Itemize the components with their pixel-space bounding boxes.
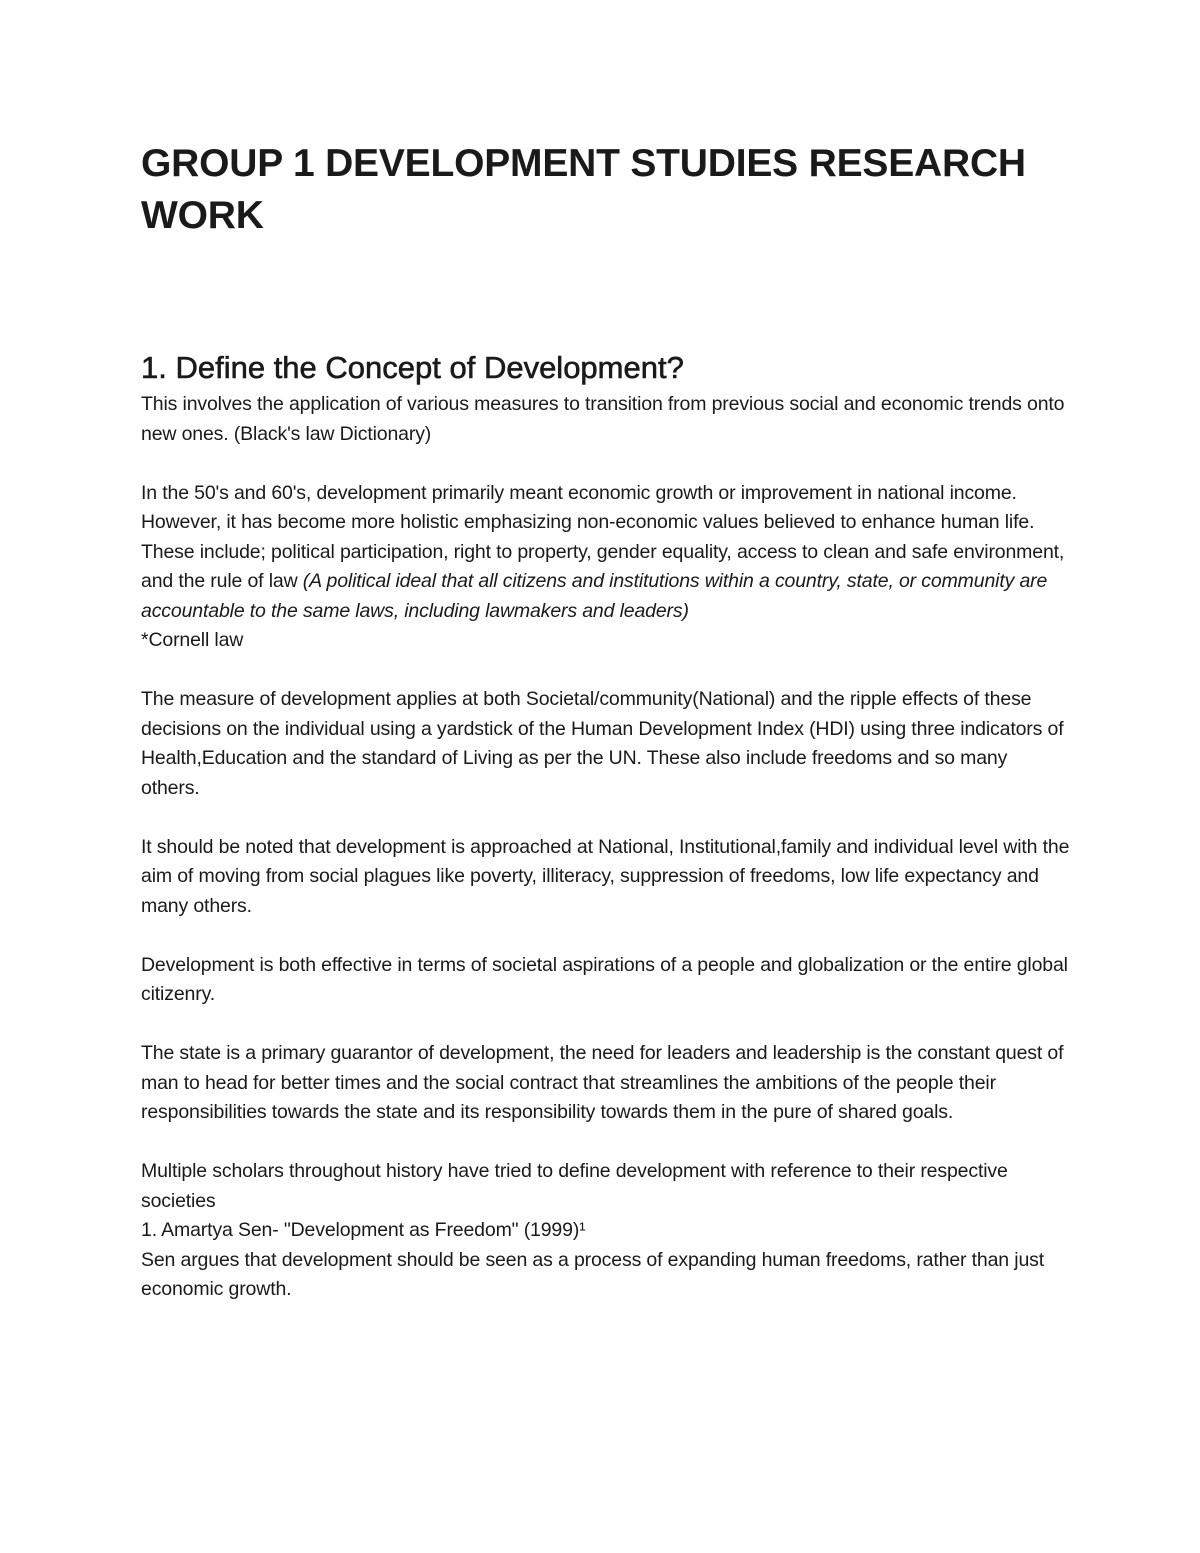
paragraph-history-text: In the 50's and 60's, development primarily meant economic growth or improvement in national income. However, it has become more holistic emphasizing non-economic values believed to enhance human life. These include; political participation, right to property, gender equality, access to clean and safe environment, and the rule of law — [141, 481, 1065, 592]
document-title: GROUP 1 DEVELOPMENT STUDIES RESEARCH WORK — [141, 142, 1026, 237]
paragraph-state: The state is a primary guarantor of development, the need for leaders and leadership is the constant quest of man to head for better times and the social contract that streamlines the ambitions of the people their responsibilities towards the state and its responsibility towards them in the pure of shared goals. — [141, 1042, 1064, 1123]
document-page — [141, 138, 1071, 1305]
paragraph-aspirations: Development is both effective in terms of societal aspirations of a people and globalization or the entire global citizenry. — [141, 953, 1068, 1005]
paragraph-history — [141, 479, 1071, 627]
rule-of-law-definition: (A political ideal that all citizens and institutions within a country, state, or community are accountable to the same laws, including lawmakers and leaders) — [141, 570, 1048, 622]
citation-cornell: *Cornell law — [141, 629, 244, 651]
paragraph-spacer — [141, 1010, 1071, 1040]
paragraph-levels: It should be noted that development is approached at National, Institutional,family and individual level with the aim of moving from social plagues like poverty, illiteracy, suppression of freedoms, low life expectancy and many others. — [141, 835, 1070, 917]
list-item: 1. Amartya Sen- "Development as Freedom" (1999)¹ — [141, 1219, 586, 1241]
paragraph-scholars: Multiple scholars throughout history have tried to define development with reference to their respective societies — [141, 1160, 1008, 1212]
paragraph-measure: The measure of development applies at both Societal/community(National) and the ripple effects of these decisions on the individual using a yardstick of the Human Development Index (HDI) using three indicators of Health,Education and the standard of Living as per the UN. These also include freedoms and so many others. — [141, 688, 1064, 799]
paragraph-spacer — [141, 449, 1071, 479]
paragraph-spacer — [141, 656, 1071, 686]
paragraph-spacer — [141, 1128, 1071, 1158]
section-heading: 1. Define the Concept of Development? — [141, 350, 684, 385]
paragraph-spacer — [141, 921, 1071, 951]
paragraph-definition: This involves the application of various measures to transition from previous social and economic trends onto new ones. (Black's law Dictionary) — [141, 393, 1065, 445]
paragraph-sen: Sen argues that development should be seen as a process of expanding human freedoms, rather than just economic growth. — [141, 1248, 1045, 1300]
paragraph-spacer — [141, 803, 1071, 833]
